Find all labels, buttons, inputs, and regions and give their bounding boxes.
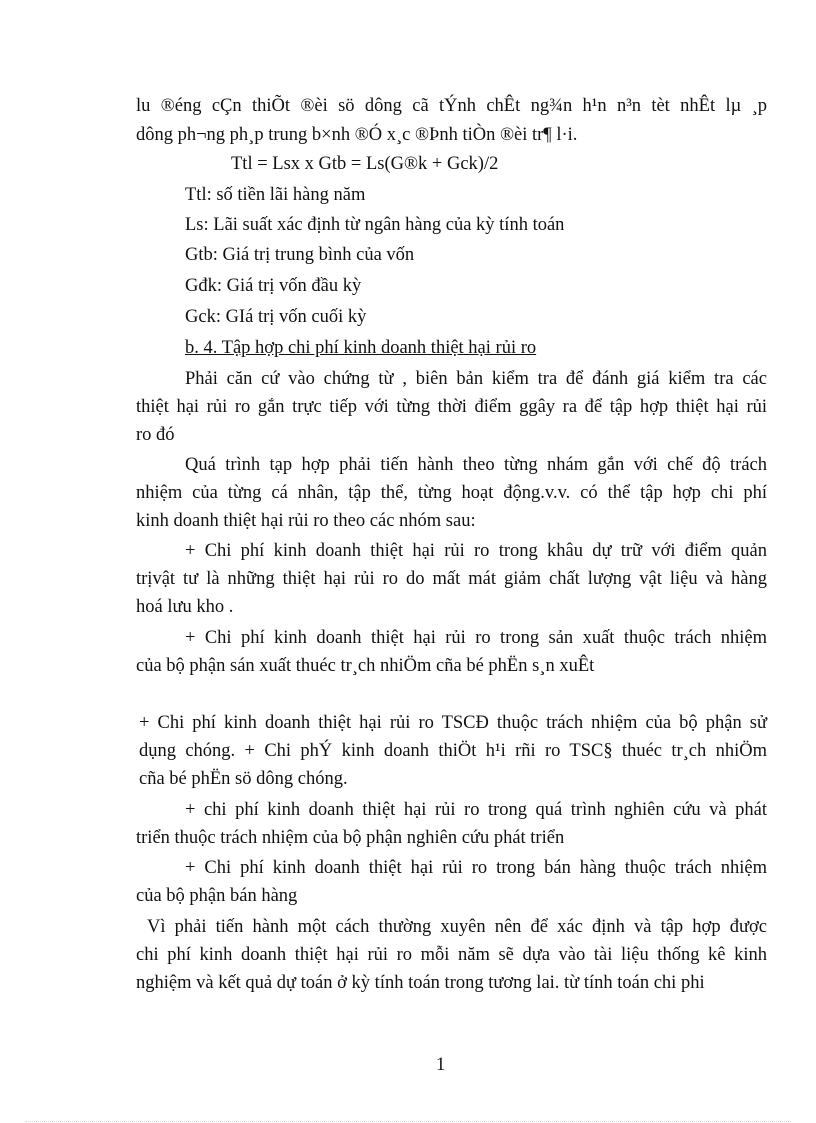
- section-heading: b. 4. Tập hợp chi phí kinh doanh thiệt hại rủi ro: [185, 338, 537, 358]
- body-line: trịvật tư là những thiệt hại rủi ro do mất mát giảm chất lượng vật liệu và hàng: [136, 569, 767, 589]
- body-line: Phải căn cứ vào chứng từ , biên bản kiểm tra để đánh giá kiểm tra các: [185, 369, 767, 389]
- body-line: cña bé phËn sö dông chóng.: [139, 769, 348, 789]
- definition-line: Ls: Lãi suất xác định từ ngân hàng của kỳ tính toán: [185, 215, 565, 235]
- body-line: thiệt hại rủi ro gắn trực tiếp với từng thời điểm ggây ra để tập hợp thiệt hại rủi: [136, 397, 767, 417]
- page-number: 1: [436, 1055, 446, 1075]
- body-line: + Chi phí kinh doanh thiệt hại rủi ro TSCĐ thuộc trách nhiệm của bộ phận sử: [139, 713, 767, 733]
- body-line: lu ®éng cÇn thiÕt ®èi sö dông cã tÝnh chÊt ng¾n h¹n n³n tèt nhÊt lµ ¸p: [136, 96, 767, 116]
- body-line: + Chi phí kinh doanh thiệt hại rủi ro trong bán hàng thuộc trách nhiệm: [185, 858, 767, 878]
- body-line: hoá lưu kho .: [136, 597, 234, 617]
- body-line: dụng chóng. + Chi phÝ kinh doanh thiÖt h¹i rñi ro TSC§ thuéc tr¸ch nhiÖm: [139, 741, 767, 761]
- body-line: kinh doanh thiệt hại rủi ro theo các nhóm sau:: [136, 511, 476, 531]
- body-line: ro đó: [136, 425, 175, 445]
- body-line: nghiệm và kết quả dự toán ở kỳ tính toán trong tương lai. từ tính toán chi phi: [136, 973, 705, 993]
- body-line: Vì phải tiến hành một cách thường xuyên nên để xác định và tập hợp được: [147, 917, 767, 937]
- body-line: + Chi phí kinh doanh thiệt hại rủi ro trong sản xuất thuộc trách nhiệm: [185, 628, 767, 648]
- body-line: dông ph¬ng ph¸p trung b×nh ®Ó x¸c ®Þnh tiÒn ®èi tr¶ l·i.: [136, 125, 578, 145]
- body-line: + chi phí kinh doanh thiệt hại rủi ro trong quá trình nghiên cứu và phát: [185, 800, 767, 820]
- body-line: + Chi phí kinh doanh thiệt hại rủi ro trong khâu dự trữ với điểm quản: [185, 541, 767, 561]
- page-bottom-divider: [25, 1121, 791, 1122]
- definition-line: Gđk: Giá trị vốn đầu kỳ: [185, 276, 362, 296]
- definition-line: Gtb: Giá trị trung bình của vốn: [185, 245, 415, 265]
- formula-line: Ttl = Lsx x Gtb = Ls(G®k + Gck)/2: [231, 154, 499, 174]
- body-line: của bộ phận bán hàng: [136, 886, 298, 906]
- definition-line: Gck: GIá trị vốn cuối kỳ: [185, 307, 367, 327]
- body-line: chi phí kinh doanh thiệt hại rủi ro mỗi năm sẽ dựa vào tài liệu thống kê kinh: [136, 945, 767, 965]
- body-line: Quá trình tạp hợp phải tiến hành theo từng nhám gắn với chế độ trách: [185, 455, 767, 475]
- body-line: của bộ phận sán xuất thuéc tr¸ch nhiÖm cña bé phËn s¸n xuÊt: [136, 656, 595, 676]
- definition-line: Ttl: số tiền lãi hàng năm: [185, 185, 366, 205]
- body-line: triển thuộc trách nhiệm của bộ phận nghiên cứu phát triển: [136, 828, 565, 848]
- body-line: nhiệm của từng cá nhân, tập thể, từng hoạt động.v.v. có thể tập hợp chi phí: [136, 483, 767, 503]
